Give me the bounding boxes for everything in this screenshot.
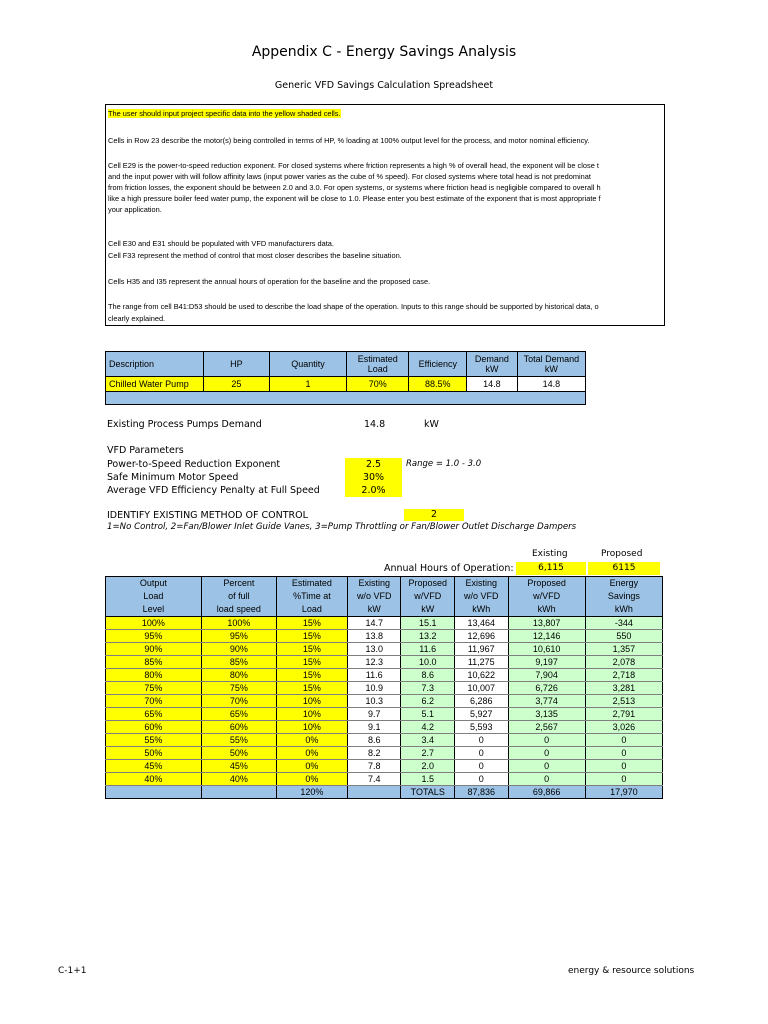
total-time: 120%	[276, 786, 347, 799]
pump-row	[106, 377, 586, 392]
hours-proposed-label: Proposed	[601, 549, 643, 559]
hours-existing-label: Existing	[532, 549, 568, 559]
proposed-kw-cell: 1.5	[401, 773, 455, 786]
header-output: Load	[106, 590, 202, 603]
header-estimated: Estimated	[276, 577, 347, 591]
instruction-line: and the input power with will follow affinity laws (input power varies as the cube of % speed). For closed systems where total head is not predominat	[108, 172, 591, 181]
header-estimated: %Time at	[276, 590, 347, 603]
header-existing-kw: Existing	[347, 577, 401, 591]
savings-kwh-cell: 2,791	[585, 708, 662, 721]
output-level-cell[interactable]: 40%	[106, 773, 202, 786]
pump-table-footer	[106, 392, 586, 405]
time-at-load-cell[interactable]: 0%	[276, 734, 347, 747]
proposed-kwh-cell: 3,774	[508, 695, 585, 708]
min-speed-input[interactable]: 30%	[345, 471, 402, 484]
footer-company: energy & resource solutions	[568, 966, 695, 976]
existing-kwh-cell: 0	[455, 747, 509, 760]
proposed-kw-cell: 8.6	[401, 669, 455, 682]
header-output: Output	[106, 577, 202, 591]
table-row	[106, 682, 663, 695]
existing-kwh-cell: 12,696	[455, 630, 509, 643]
existing-kw-cell: 7.8	[347, 760, 401, 773]
existing-kwh-cell: 13,464	[455, 617, 509, 630]
proposed-kwh-cell: 0	[508, 773, 585, 786]
savings-kwh-cell: 0	[585, 773, 662, 786]
output-level-cell[interactable]: 100%	[106, 617, 202, 630]
output-level-cell[interactable]: 70%	[106, 695, 202, 708]
percent-speed-cell[interactable]: 50%	[201, 747, 276, 760]
savings-table	[105, 576, 663, 799]
proposed-kwh-cell: 0	[508, 747, 585, 760]
percent-speed-cell[interactable]: 40%	[201, 773, 276, 786]
header-proposed-kwh: w/VFD	[508, 590, 585, 603]
savings-kwh-cell: 3,026	[585, 721, 662, 734]
time-at-load-cell[interactable]: 15%	[276, 643, 347, 656]
proposed-kwh-cell: 9,197	[508, 656, 585, 669]
table-row	[106, 708, 663, 721]
existing-kw-cell: 8.2	[347, 747, 401, 760]
proposed-kwh-cell: 0	[508, 760, 585, 773]
pump-total-demand: 14.8	[517, 377, 585, 392]
proposed-kwh-cell: 0	[508, 734, 585, 747]
savings-kwh-cell: -344	[585, 617, 662, 630]
percent-speed-cell[interactable]: 70%	[201, 695, 276, 708]
proposed-kw-cell: 5.1	[401, 708, 455, 721]
output-level-cell[interactable]: 45%	[106, 760, 202, 773]
hours-proposed-input[interactable]: 6115	[588, 562, 660, 575]
pump-hp[interactable]: 25	[203, 377, 270, 392]
time-at-load-cell[interactable]: 15%	[276, 630, 347, 643]
proposed-kw-cell: 13.2	[401, 630, 455, 643]
header-estimated-load: Estimated Load	[346, 352, 409, 377]
table-row	[106, 695, 663, 708]
header-efficiency: Efficiency	[409, 352, 467, 377]
savings-kwh-cell: 2,078	[585, 656, 662, 669]
proposed-kwh-cell: 3,135	[508, 708, 585, 721]
existing-kw-cell: 7.4	[347, 773, 401, 786]
existing-demand-unit: kW	[424, 419, 439, 430]
header-proposed-kw: Proposed	[401, 577, 455, 591]
proposed-kw-cell: 15.1	[401, 617, 455, 630]
time-at-load-cell[interactable]: 10%	[276, 695, 347, 708]
existing-kwh-cell: 5,593	[455, 721, 509, 734]
header-existing-kw: kW	[347, 603, 401, 617]
header-total-demand-kw: Total Demand kW	[517, 352, 585, 377]
control-label: IDENTIFY EXISTING METHOD OF CONTROL	[107, 510, 308, 521]
header-demand-kw: Demand kW	[467, 352, 518, 377]
percent-speed-cell[interactable]: 75%	[201, 682, 276, 695]
instruction-line: Cell F33 represent the method of control that most closer describes the baseline situation.	[108, 251, 402, 260]
total-existing-kwh: 87,836	[455, 786, 509, 799]
savings-header-row	[106, 590, 663, 603]
header-description: Description	[106, 352, 204, 377]
savings-header-row	[106, 577, 663, 591]
header-existing-kwh: kWh	[455, 603, 509, 617]
header-savings: kWh	[585, 603, 662, 617]
header-proposed-kwh: kWh	[508, 603, 585, 617]
instruction-line: from friction losses, the exponent should be between 2.0 and 3.0. For open systems, or systems where friction head is negligible compared to overall h	[108, 183, 601, 192]
instruction-line: your application.	[108, 205, 162, 214]
time-at-load-cell[interactable]: 10%	[276, 708, 347, 721]
percent-speed-cell[interactable]: 80%	[201, 669, 276, 682]
existing-kw-cell: 13.8	[347, 630, 401, 643]
time-at-load-cell[interactable]: 15%	[276, 669, 347, 682]
proposed-kw-cell: 6.2	[401, 695, 455, 708]
output-level-cell[interactable]: 90%	[106, 643, 202, 656]
proposed-kwh-cell: 2,567	[508, 721, 585, 734]
header-proposed-kwh: Proposed	[508, 577, 585, 591]
proposed-kw-cell: 2.0	[401, 760, 455, 773]
table-row	[106, 669, 663, 682]
existing-demand-label: Existing Process Pumps Demand	[107, 419, 262, 430]
vfd-param-label: Average VFD Efficiency Penalty at Full Speed	[107, 485, 320, 496]
header-existing-kwh: Existing	[455, 577, 509, 591]
existing-kw-cell: 12.3	[347, 656, 401, 669]
existing-kw-cell: 10.9	[347, 682, 401, 695]
pump-demand: 14.8	[467, 377, 518, 392]
range-note: Range = 1.0 - 3.0	[406, 459, 482, 469]
header-proposed-kw: w/VFD	[401, 590, 455, 603]
time-at-load-cell[interactable]: 15%	[276, 682, 347, 695]
total-savings: 17,970	[585, 786, 662, 799]
output-level-cell[interactable]: 80%	[106, 669, 202, 682]
table-row	[106, 630, 663, 643]
header-existing-kwh: w/o VFD	[455, 590, 509, 603]
percent-speed-cell[interactable]: 45%	[201, 760, 276, 773]
header-proposed-kw: kW	[401, 603, 455, 617]
percent-speed-cell[interactable]: 55%	[201, 734, 276, 747]
percent-speed-cell[interactable]: 85%	[201, 656, 276, 669]
existing-kw-cell: 11.6	[347, 669, 401, 682]
proposed-kw-cell: 10.0	[401, 656, 455, 669]
existing-kwh-cell: 0	[455, 773, 509, 786]
vfd-heading: VFD Parameters	[107, 445, 184, 456]
proposed-kw-cell: 7.3	[401, 682, 455, 695]
proposed-kw-cell: 2.7	[401, 747, 455, 760]
proposed-kwh-cell: 7,904	[508, 669, 585, 682]
percent-speed-cell[interactable]: 95%	[201, 630, 276, 643]
percent-speed-cell[interactable]: 90%	[201, 643, 276, 656]
savings-kwh-cell: 0	[585, 734, 662, 747]
output-level-cell[interactable]: 65%	[106, 708, 202, 721]
pump-load[interactable]: 70%	[346, 377, 409, 392]
time-at-load-cell[interactable]: 15%	[276, 617, 347, 630]
exponent-input[interactable]: 2.5	[345, 458, 402, 471]
page-subtitle: Generic VFD Savings Calculation Spreadsheet	[274, 80, 494, 91]
existing-kwh-cell: 5,927	[455, 708, 509, 721]
existing-kwh-cell: 11,275	[455, 656, 509, 669]
table-row	[106, 643, 663, 656]
vfd-param-label: Safe Minimum Motor Speed	[107, 472, 239, 483]
existing-kw-cell: 14.7	[347, 617, 401, 630]
header-savings: Savings	[585, 590, 662, 603]
table-row	[106, 747, 663, 760]
pump-table	[105, 351, 586, 405]
header-output: Level	[106, 603, 202, 617]
time-at-load-cell[interactable]: 15%	[276, 656, 347, 669]
table-row	[106, 721, 663, 734]
existing-kwh-cell: 0	[455, 734, 509, 747]
header-percent: of full	[201, 590, 276, 603]
proposed-kw-cell: 11.6	[401, 643, 455, 656]
instruction-line: Cell E30 and E31 should be populated with VFD manufacturers data.	[108, 239, 334, 248]
hours-existing-input[interactable]: 6,115	[516, 562, 586, 575]
existing-kw-cell: 10.3	[347, 695, 401, 708]
percent-speed-cell[interactable]: 65%	[201, 708, 276, 721]
header-quantity: Quantity	[270, 352, 347, 377]
pump-description[interactable]: Chilled Water Pump	[106, 377, 204, 392]
existing-kwh-cell: 11,967	[455, 643, 509, 656]
existing-demand-value: 14.8	[364, 419, 386, 430]
savings-kwh-cell: 2,718	[585, 669, 662, 682]
header-savings: Energy	[585, 577, 662, 591]
header-hp: HP	[203, 352, 270, 377]
table-row	[106, 773, 663, 786]
efficiency-penalty-input[interactable]: 2.0%	[345, 484, 402, 497]
existing-kwh-cell: 10,622	[455, 669, 509, 682]
totals-label: TOTALS	[401, 786, 455, 799]
proposed-kw-cell: 4.2	[401, 721, 455, 734]
header-percent: Percent	[201, 577, 276, 591]
existing-kwh-cell: 10,007	[455, 682, 509, 695]
pump-table-header	[106, 352, 586, 377]
instructions-highlight: The user should input project specific data into the yellow shaded cells.	[108, 109, 341, 118]
pump-efficiency[interactable]: 88.5%	[409, 377, 467, 392]
proposed-kw-cell: 3.4	[401, 734, 455, 747]
table-row	[106, 734, 663, 747]
existing-kw-cell: 13.0	[347, 643, 401, 656]
header-existing-kw: w/o VFD	[347, 590, 401, 603]
output-level-cell[interactable]: 95%	[106, 630, 202, 643]
time-at-load-cell[interactable]: 0%	[276, 773, 347, 786]
savings-kwh-cell: 0	[585, 747, 662, 760]
footer-page-number: C-1+1	[58, 966, 87, 976]
proposed-kwh-cell: 10,610	[508, 643, 585, 656]
output-level-cell[interactable]: 55%	[106, 734, 202, 747]
output-level-cell[interactable]: 85%	[106, 656, 202, 669]
table-row	[106, 617, 663, 630]
output-level-cell[interactable]: 50%	[106, 747, 202, 760]
time-at-load-cell[interactable]: 0%	[276, 760, 347, 773]
savings-kwh-cell: 550	[585, 630, 662, 643]
percent-speed-cell[interactable]: 100%	[201, 617, 276, 630]
vfd-param-label: Power-to-Speed Reduction Exponent	[107, 459, 281, 470]
table-row	[106, 656, 663, 669]
table-row	[106, 760, 663, 773]
savings-header-row	[106, 603, 663, 617]
existing-kw-cell: 9.7	[347, 708, 401, 721]
totals-row	[106, 786, 663, 799]
savings-kwh-cell: 0	[585, 760, 662, 773]
total-proposed-kwh: 69,866	[508, 786, 585, 799]
existing-kwh-cell: 6,286	[455, 695, 509, 708]
instruction-line: Cells H35 and I35 represent the annual hours of operation for the baseline and the proposed case.	[108, 277, 431, 286]
savings-kwh-cell: 3,281	[585, 682, 662, 695]
proposed-kwh-cell: 12,146	[508, 630, 585, 643]
proposed-kwh-cell: 13,807	[508, 617, 585, 630]
time-at-load-cell[interactable]: 0%	[276, 747, 347, 760]
instruction-line: clearly explained.	[108, 314, 166, 323]
control-method-input[interactable]: 2	[404, 509, 464, 521]
time-at-load-cell[interactable]: 10%	[276, 721, 347, 734]
proposed-kwh-cell: 6,726	[508, 682, 585, 695]
output-level-cell[interactable]: 75%	[106, 682, 202, 695]
instruction-line: Cell E29 is the power-to-speed reduction exponent. For closed systems where friction represents a high % of overall head, the exponent will be close t	[108, 161, 599, 170]
header-percent: load speed	[201, 603, 276, 617]
existing-kw-cell: 9.1	[347, 721, 401, 734]
instructions-box	[105, 104, 665, 326]
existing-kw-cell: 8.6	[347, 734, 401, 747]
header-estimated: Load	[276, 603, 347, 617]
percent-speed-cell[interactable]: 60%	[201, 721, 276, 734]
instruction-line: like a high pressure boiler feed water pump, the exponent will be close to 1.0. Please enter you best estimate of the exponent that is most appropriate f	[108, 194, 601, 203]
output-level-cell[interactable]: 60%	[106, 721, 202, 734]
hours-label: Annual Hours of Operation:	[384, 563, 514, 574]
savings-kwh-cell: 1,357	[585, 643, 662, 656]
existing-kwh-cell: 0	[455, 760, 509, 773]
control-options: 1=No Control, 2=Fan/Blower Inlet Guide Vanes, 3=Pump Throttling or Fan/Blower Outlet Discharge Dampers	[107, 522, 577, 532]
instruction-line: Cells in Row 23 describe the motor(s) being controlled in terms of HP, % loading at 100% output level for the process, and motor nominal efficiency.	[108, 136, 590, 145]
pump-quantity[interactable]: 1	[270, 377, 347, 392]
page-title: Appendix C - Energy Savings Analysis	[251, 44, 517, 60]
savings-kwh-cell: 2,513	[585, 695, 662, 708]
instruction-line: The range from cell B41:D53 should be used to describe the load shape of the operation. Inputs to this range should be supported by historical data, o	[108, 302, 599, 311]
